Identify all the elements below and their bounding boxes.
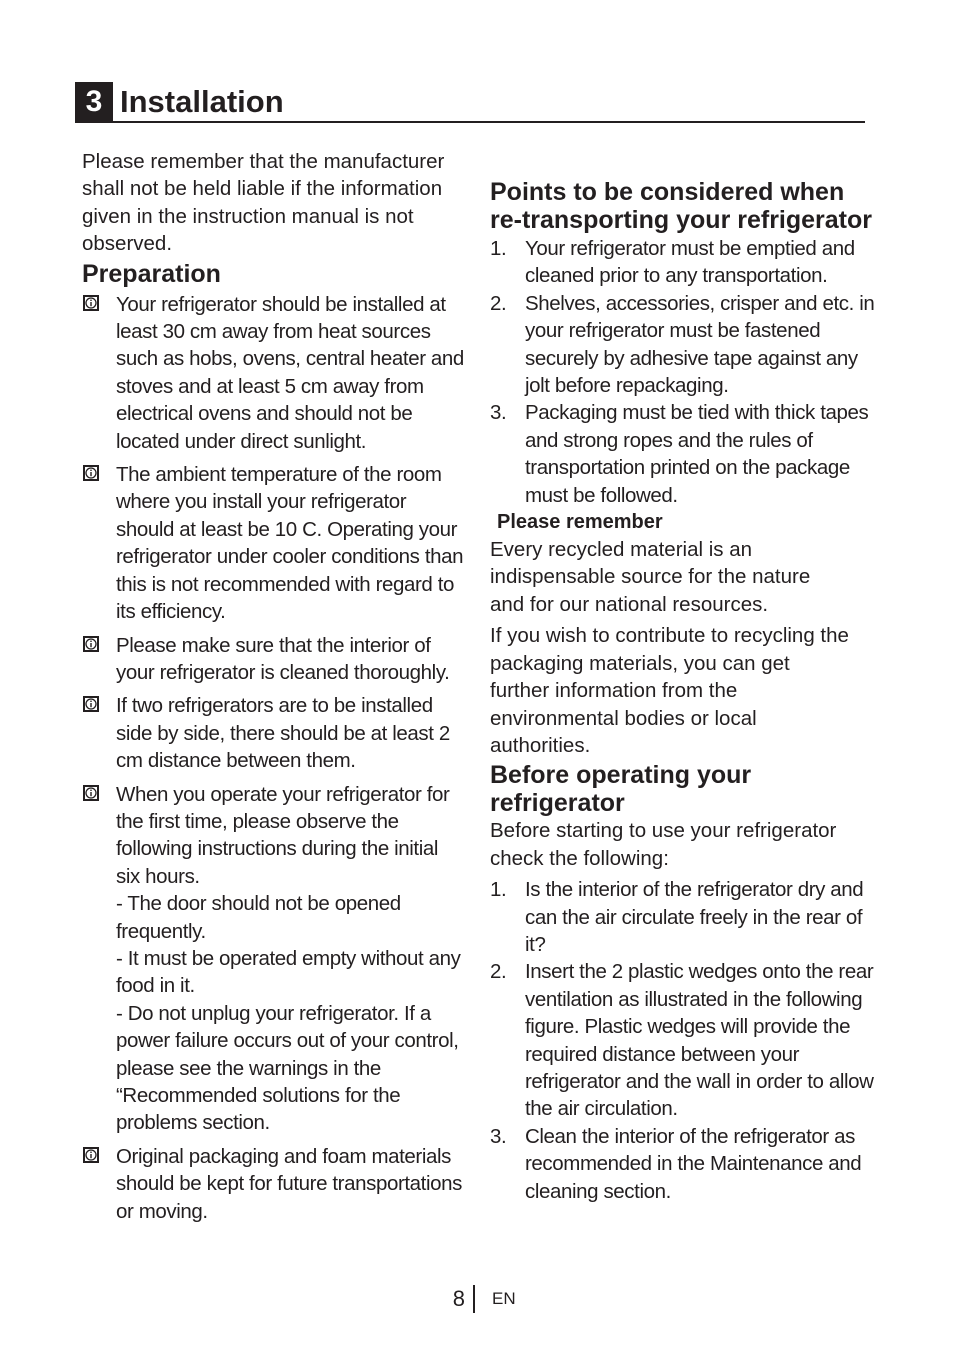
info-item [82, 461, 467, 625]
list-text: Packaging must be tied with thick tapes and strong ropes and the rules of transportation printed on the package must be followed. [525, 401, 869, 507]
list-text: Your refrigerator must be emptied and cleaned prior to any transportation. [525, 237, 855, 288]
page-title: Installation [120, 84, 284, 119]
info-item [82, 291, 467, 455]
info-text: Your refrigerator should be installed at least 30 cm away from heat sources such as hobs, ovens, central heater and stoves and at least 5 cm away from electrical ovens and should not be located under direct sunlight. [116, 292, 464, 453]
sub-point: - Do not unplug your refrigerator. If a power failure occurs out of your control, please see the warnings in the “Recommended solutions for the problems section. [116, 1001, 459, 1135]
note-label: Please remember [497, 511, 663, 534]
list-item [490, 958, 880, 1122]
intro-paragraph: Please remember that the manufacturer shall not be held liable if the information given in the instruction manual is not observed. [82, 150, 445, 256]
section-header [75, 82, 865, 123]
info-icon [83, 785, 99, 801]
left-column [82, 148, 467, 1225]
before-steps [490, 876, 880, 1205]
info-text: Original packaging and foam materials should be kept for future transportations or moving. [116, 1144, 462, 1223]
list-item [490, 290, 880, 400]
page-number: 8 [452, 1286, 465, 1311]
language-code: EN [492, 1289, 516, 1308]
list-number: 3. [490, 1124, 507, 1148]
info-text: The ambient temperature of the room where you install your refrigerator should at least be 10 C. Operating your refrigerator under cooler conditions than this is not recommended with regard to its efficiency. [116, 463, 464, 624]
list-number: 2. [490, 291, 507, 315]
list-text: Shelves, accessories, crisper and etc. in your refrigerator must be fastened securely by adhesive tape against any jolt before repackaging. [525, 291, 875, 398]
info-icon [83, 1147, 99, 1163]
info-text: Please make sure that the interior of your refrigerator is cleaned thoroughly. [116, 633, 450, 684]
list-number: 3. [490, 401, 507, 425]
info-text: When you operate your refrigerator for the first time, please observe the following instructions during the initial six hours. [116, 782, 450, 888]
list-text: Clean the interior of the refrigerator as recommended in the Maintenance and cleaning section. [525, 1124, 862, 1203]
list-text: Insert the 2 plastic wedges onto the rear ventilation as illustrated in the following figure. Plastic wedges will provide the required distance between your refrigerator and the wall in order to allow the air circulation. [525, 960, 874, 1121]
sub-point: - The door should not be opened frequently. [116, 892, 401, 943]
footer-divider [473, 1285, 475, 1313]
info-item [82, 781, 467, 1137]
list-number: 1. [490, 878, 507, 902]
recycle-paragraph: Every recycled material is an indispensable source for the nature and for our national resources. [490, 538, 811, 616]
list-item [490, 1123, 880, 1205]
preparation-heading: Preparation [82, 259, 221, 288]
info-icon [83, 295, 99, 311]
list-number: 1. [490, 237, 507, 260]
recycle-paragraph: If you wish to contribute to recycling the packaging materials, you can get further information from the environmental bodies or local authorities. [490, 624, 849, 757]
info-icon [83, 636, 99, 652]
transport-heading: Points to be considered when re-transporting your refrigerator [490, 178, 873, 234]
transport-steps [490, 235, 880, 509]
info-icon [83, 465, 99, 481]
before-intro: Before starting to use your refrigerator check the following: [490, 819, 837, 870]
section-number: 3 [75, 82, 113, 121]
list-number: 2. [490, 960, 507, 984]
info-text: If two refrigerators are to be installed side by side, there should be at least 2 cm distance between them. [116, 694, 450, 773]
info-item [82, 692, 467, 774]
info-item [82, 632, 467, 687]
info-item [82, 1143, 467, 1225]
list-item [490, 399, 880, 509]
sub-point: - It must be operated empty without any food in it. [116, 946, 461, 998]
info-icon [83, 696, 99, 712]
list-text: Is the interior of the refrigerator dry and can the air circulate freely in the rear of it? [525, 878, 864, 956]
before-heading: Before operating your refrigerator [490, 761, 752, 818]
list-item [490, 876, 880, 958]
list-item [490, 235, 880, 290]
right-column [490, 148, 880, 1205]
page-footer [0, 1284, 954, 1314]
